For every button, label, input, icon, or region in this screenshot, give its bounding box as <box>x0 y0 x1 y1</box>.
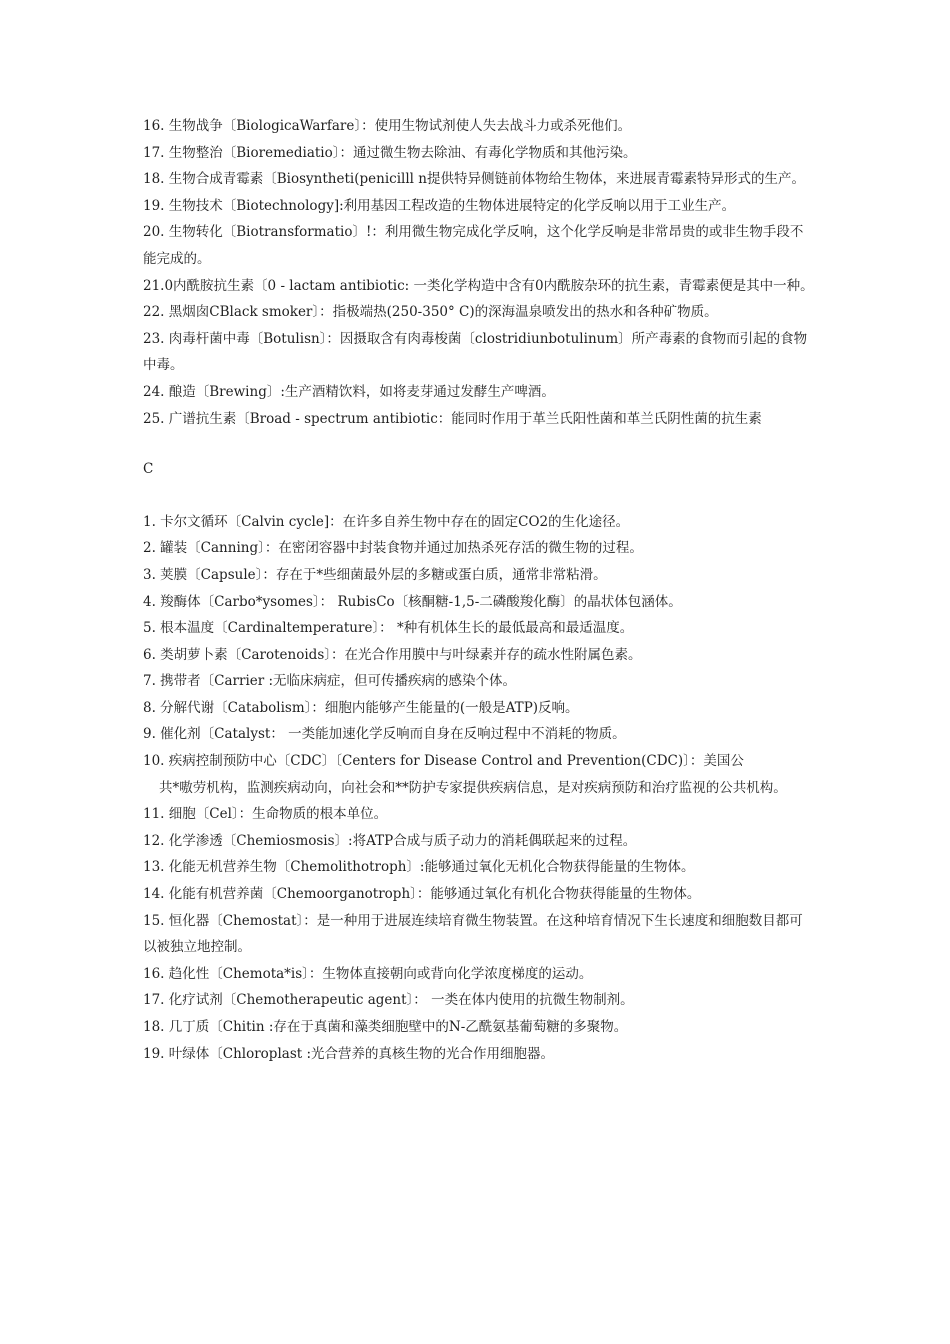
spacer <box>143 432 815 456</box>
section-heading-letter: C <box>143 461 154 478</box>
glossary-entry: 19. 叶绿体〔Chloroplast :光合营养的真核生物的光合作用细胞器。 <box>143 1045 555 1062</box>
glossary-entry: 18. 几丁质〔Chitin :存在于真菌和藻类细胞壁中的N-乙酰氨基葡萄糖的多聚物。 <box>143 1019 628 1035</box>
glossary-entry: 13. 化能无机营养生物〔Chemolithotroph〕:能够通过氧化无机化合物获得能量的生物体。 <box>143 859 695 876</box>
glossary-entry: 16. 生物战争〔BiologicaWarfare〕：使用生物试剂使人失去战斗力或杀死他们。 <box>143 118 632 134</box>
glossary-entry: 22. 黑烟囱CBlack smoker〕：指极端热(250-350° C)的深海温泉喷发出的热水和各种矿物质。 <box>143 304 718 321</box>
glossary-entry: 8. 分解代谢〔Catabolism〕：细胞内能够产生能量的(一般是ATP)反响。 <box>143 699 579 716</box>
glossary-entry: 19. 生物技术〔Biotechnology]:利用基因工程改造的生物体进展特定的化学反响以用于工业生产。 <box>143 197 736 214</box>
glossary-entry: 11. 细胞〔Cel〕：生命物质的根本单位。 <box>143 806 388 823</box>
spacer <box>143 483 815 509</box>
glossary-entry: 15. 恒化器〔Chemostat〕：是一种用于进展连续培育微生物装置。在这种培育情况下生长速度和细胞数目都可以被独立地控制。 <box>143 912 803 956</box>
glossary-entry: 2. 罐装〔Canning〕：在密闭容器中封装食物并通过加热杀死存活的微生物的过程。 <box>143 540 643 557</box>
glossary-entry: 1. 卡尔文循环〔Calvin cycle]：在许多自养生物中存在的固定CO2的生化途径。 <box>143 513 630 530</box>
glossary-entry: 10. 疾病控制预防中心〔CDC〕〔Centers for Disease Control and Prevention(CDC)〕：美国公 <box>143 753 744 770</box>
glossary-entry-continuation: 共*嗷劳机构，监测疾病动向，向社会和**防护专家提供疾病信息，是对疾病预防和治疗监视的公共机构。 <box>159 779 787 796</box>
glossary-entry: 6. 类胡萝卜素〔Carotenoids〕：在光合作用膜中与叶绿素并存的疏水性附属色素。 <box>143 646 642 663</box>
glossary-entry: 4. 羧酶体〔Carbo*ysomes〕： RubisCo〔核酮糖-1,5-二磷酸羧化酶〕的晶状体包涵体。 <box>143 593 682 610</box>
glossary-entry: 17. 化疗试剂〔Chemotherapeutic agent〕： 一类在体内使用的抗微生物制剂。 <box>143 992 634 1009</box>
glossary-entry: 20. 生物转化〔Biotransformatio〕!：利用微生物完成化学反响，这个化学反响是非常昂贵的或非生物手段不能完成的。 <box>143 224 804 267</box>
glossary-entry: 21.0内酰胺抗生素〔0 - lactam antibiotic: 一类化学构造中含有0内酰胺杂环的抗生素，青霉素便是其中一种。 <box>143 277 814 294</box>
document-page <box>143 113 815 1067</box>
glossary-entry: 23. 肉毒杆菌中毒〔Botulisn〕：因摄取含有肉毒梭菌〔clostridiunbotulinum〕所产毒素的食物而引起的食物中毒。 <box>143 330 808 374</box>
glossary-entry: 9. 催化剂〔Catalyst： 一类能加速化学反响而自身在反响过程中不消耗的物质。 <box>143 726 626 743</box>
glossary-entry: 3. 荚膜〔Capsule〕：存在于*些细菌最外层的多糖或蛋白质，通常非常粘滑。 <box>143 566 607 583</box>
glossary-entry: 16. 趋化性〔Chemota*is〕：生物体直接朝向或背向化学浓度梯度的运动。 <box>143 965 593 982</box>
glossary-entry: 17. 生物整治〔Bioremediatio〕：通过微生物去除油、有毒化学物质和其他污染。 <box>143 144 637 161</box>
glossary-entry: 25. 广谱抗生素〔Broad - spectrum antibiotic：能同时作用于革兰氏阳性菌和革兰氏阴性菌的抗生素 <box>143 410 762 427</box>
glossary-entry: 18. 生物合成青霉素〔Biosyntheti(penicilll n提供特异侧链前体物给生物体，来进展青霉素特异形式的生产。 <box>143 171 805 188</box>
glossary-entry: 7. 携带者〔Carrier :无临床病症，但可传播疾病的感染个体。 <box>143 673 517 690</box>
glossary-entry: 12. 化学渗透〔Chemiosmosis〕:将ATP合成与质子动力的消耗偶联起来的过程。 <box>143 832 637 849</box>
glossary-entry: 24. 酿造〔Brewing〕:生产酒精饮料，如将麦芽通过发酵生产啤酒。 <box>143 383 555 400</box>
glossary-entry: 5. 根本温度〔Cardinaltemperature〕： *种有机体生长的最低最高和最适温度。 <box>143 620 634 637</box>
glossary-entry: 14. 化能有机营养菌〔Chemoorganotroph〕：能够通过氧化有机化合物获得能量的生物体。 <box>143 886 701 903</box>
